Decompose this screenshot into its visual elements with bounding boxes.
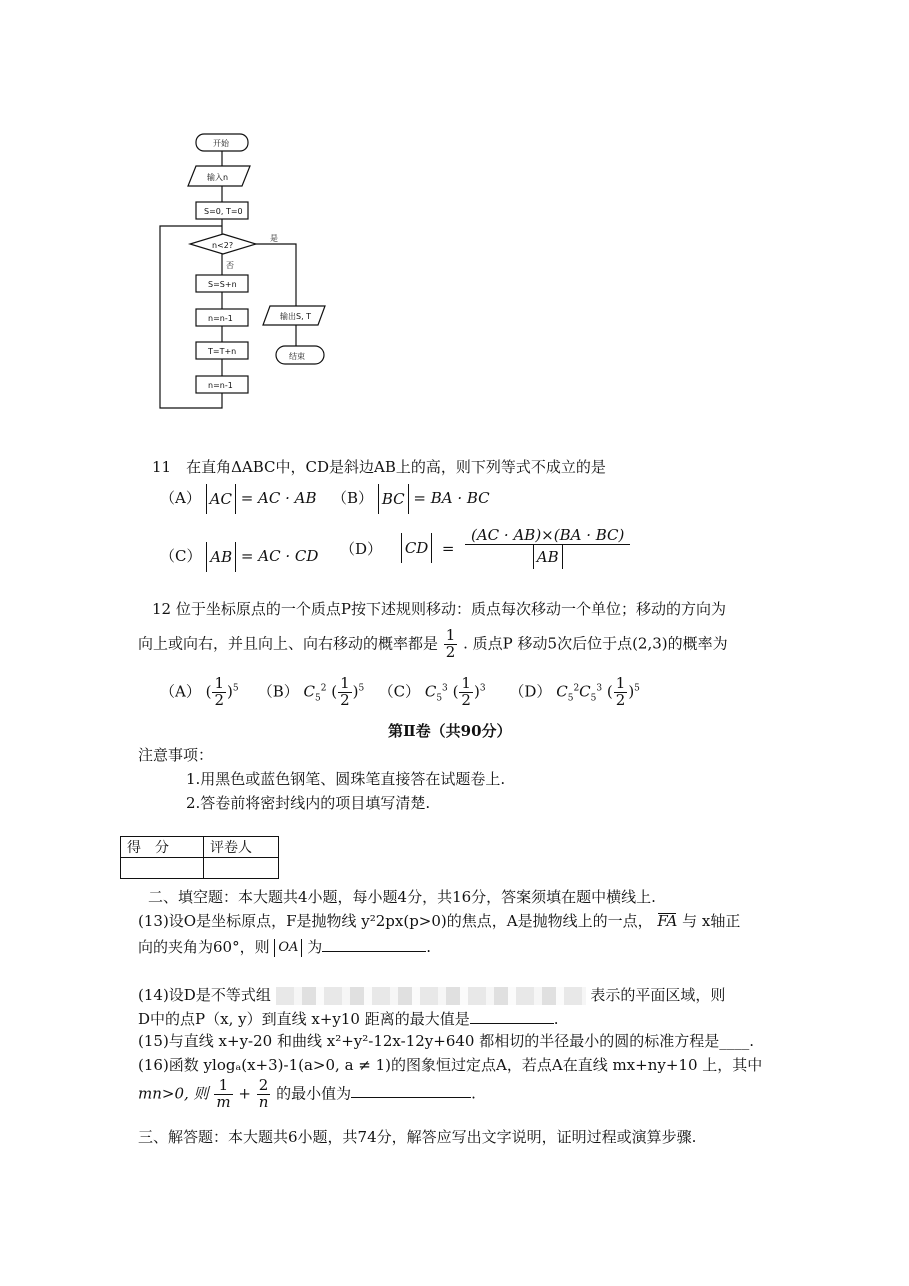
q13-end: . — [426, 938, 431, 956]
flow-s4-text: n=n-1 — [208, 381, 233, 390]
note-1: 1.用黑色或蓝色钢笔、圆珠笔直接答在试题卷上. — [186, 770, 506, 788]
q12-line2b: . 质点P 移动5次后位于点(2,3)的概率为 — [463, 634, 728, 653]
q14-end: . — [553, 1010, 559, 1028]
q14-line1a: (14)设D是不等式组 — [138, 986, 271, 1004]
q14-line1b: 表示的平面区域，则 — [590, 986, 726, 1004]
q13-line1 — [138, 910, 740, 931]
grade-score-header: 得 分 — [121, 837, 204, 858]
q12-b-frac — [338, 676, 352, 709]
q16-f1-num: 1 — [214, 1078, 232, 1095]
flow-s2-text: n=n-1 — [208, 314, 233, 323]
q11-d-left: CD — [401, 533, 433, 563]
q16-line2b: 的最小值为 — [276, 1084, 352, 1103]
q11-c-right: = AC · CD — [240, 547, 319, 565]
q12-b-exp: 5 — [358, 683, 365, 694]
q14-line2a: D中的点P（x, y）到直线 x+y10 距离的最大值是 — [138, 1010, 470, 1028]
q11-b-left: BC — [378, 484, 409, 514]
grade-score-cell[interactable] — [121, 858, 204, 879]
q12-a-label: （A） — [160, 682, 201, 701]
q13-line2 — [138, 936, 431, 957]
q12-d-frac — [614, 676, 628, 709]
q16-answer-blank[interactable] — [351, 1097, 471, 1098]
q12-options: （A） ( $\frac{1}{2}$ )$^5$ （B） $C_5^2$ ( $\frac{1}{2}$ )$^5$ （C） $C_5^3$ ( $\frac{1}{2}$ )$^3$ （D） $C_5^2C_5^3$ ( $\frac{1}{2}$ )$^5$ — [160, 674, 640, 709]
flowchart — [0, 0, 340, 420]
section3-heading: 三、解答题：本大题共6小题，共74分，解答应写出文字说明，证明过程或演算步骤. — [138, 1128, 697, 1146]
flow-output-text: 输出S, T — [280, 312, 312, 321]
flow-yes-text: 是 — [270, 234, 278, 243]
part2-title: 第Ⅱ卷（共90分） — [388, 722, 512, 740]
note-2: 2.答卷前将密封线内的项目填写清楚. — [186, 794, 431, 812]
q12-a-num: 1 — [214, 674, 225, 692]
q14-answer-blank[interactable] — [470, 1023, 554, 1024]
grade-table — [120, 836, 279, 879]
q12-d-den: 2 — [615, 690, 626, 709]
q13-answer-blank[interactable] — [322, 951, 426, 952]
q12-c-label: （C） — [378, 682, 421, 701]
q12-d-label: （D） — [509, 682, 552, 701]
q12-a-exp: 5 — [232, 683, 239, 694]
q11-a-right: = AC · AB — [240, 489, 317, 507]
flow-no-text: 否 — [226, 261, 234, 270]
q11-c-left: AB — [206, 542, 236, 572]
q16-line1: (16)函数 ylogₐ(x+3)-1(a>0, a ≠ 1)的图象恒过定点A，若点A在直线 mx+ny+10 上，其中 — [138, 1056, 763, 1074]
q11-a-label: （A） — [160, 489, 201, 507]
q16-line2a: mn>0, 则 — [138, 1084, 209, 1103]
q12-a-frac — [212, 676, 226, 709]
q16-f1-den: m — [216, 1092, 231, 1111]
q12-c-den: 2 — [461, 690, 471, 709]
q12-half-num: 1 — [445, 626, 456, 644]
q14-line1 — [138, 984, 725, 1005]
q16-end: . — [471, 1084, 476, 1103]
q11-b-right: = BA · BC — [413, 489, 490, 507]
q14-line2 — [138, 1008, 559, 1029]
flow-s1-text: S=S+n — [208, 280, 237, 289]
q16-line2 — [138, 1078, 476, 1111]
q11-option-c — [160, 542, 318, 572]
section2-heading: 二、填空题：本大题共4小题，每小题4分，共16分，答案须填在题中横线上. — [148, 888, 656, 906]
q11-stem: 11 在直角ΔABC中，CD是斜边AB上的高，则下列等式不成立的是 — [152, 458, 606, 476]
q13-line1b: 与 x轴正 — [682, 912, 741, 930]
q13-line2a: 向的夹角为60°，则 — [138, 938, 270, 956]
q13-abs: OA — [274, 939, 302, 957]
q12-half-den: 2 — [445, 642, 456, 661]
q11-d-label: （D） — [340, 539, 383, 558]
q12-half — [444, 628, 458, 661]
q16-f2-den: n — [258, 1092, 269, 1111]
q11-d-den: AB — [533, 545, 563, 569]
q12-d-num: 1 — [615, 674, 626, 692]
q13-line2b: 为 — [307, 938, 323, 956]
flow-cond-text: n<2? — [212, 241, 234, 250]
q11-b-label: （B） — [332, 489, 374, 507]
q14-inequality-system — [276, 987, 586, 1005]
q11-d-fraction — [465, 528, 630, 569]
q11-a-left: AC — [206, 484, 236, 514]
q15-text: (15)与直线 x+y-20 和曲线 x²+y²-12x-12y+640 都相切的半径最小的圆的标准方程是____. — [138, 1032, 754, 1050]
q16-frac1 — [214, 1078, 232, 1111]
q13-vector: FA — [657, 912, 678, 930]
q11-option-a — [160, 484, 317, 514]
q12-b-den: 2 — [340, 690, 350, 709]
flow-input-text: 输入n — [207, 173, 229, 182]
flow-end-text: 结束 — [289, 352, 305, 361]
q16-frac2 — [257, 1078, 271, 1111]
q13-line1a: (13)设O是坐标原点，F是抛物线 y²2px(p>0)的焦点，A是抛物线上的一点， — [138, 912, 653, 930]
q12-b-label: （B） — [257, 682, 299, 701]
q12-line2 — [138, 628, 728, 661]
q16-plus: + — [238, 1084, 251, 1103]
q11-option-b — [332, 484, 490, 514]
q12-line1: 12 位于坐标原点的一个质点P按下述规则移动：质点每次移动一个单位；移动的方向为 — [152, 600, 726, 618]
flow-start-text: 开始 — [213, 139, 229, 148]
q12-line2a: 向上或向右，并且向上、向右移动的概率都是 — [138, 634, 439, 653]
q11-c-label: （C） — [160, 547, 202, 565]
q12-d-exp: 5 — [634, 683, 640, 694]
q16-f2-num: 2 — [257, 1078, 271, 1095]
grade-reviewer-cell[interactable] — [204, 858, 279, 879]
grade-reviewer-header: 评卷人 — [204, 837, 279, 858]
q12-c-num: 1 — [461, 674, 471, 692]
flow-init-text: S=0, T=0 — [204, 207, 243, 216]
q12-c-frac — [459, 676, 473, 709]
q11-option-d: （D） CD = $\frac{(AC \cdot AB)\times(BA \cdot BC)}{AB}$ — [340, 528, 631, 569]
q11-d-num: (AC · AB)×(BA · BC) — [465, 528, 630, 545]
flow-s3-text: T=T+n — [208, 347, 237, 356]
q12-a-den: 2 — [214, 690, 225, 709]
q12-b-num: 1 — [340, 674, 350, 692]
notes-title: 注意事项： — [138, 746, 214, 764]
